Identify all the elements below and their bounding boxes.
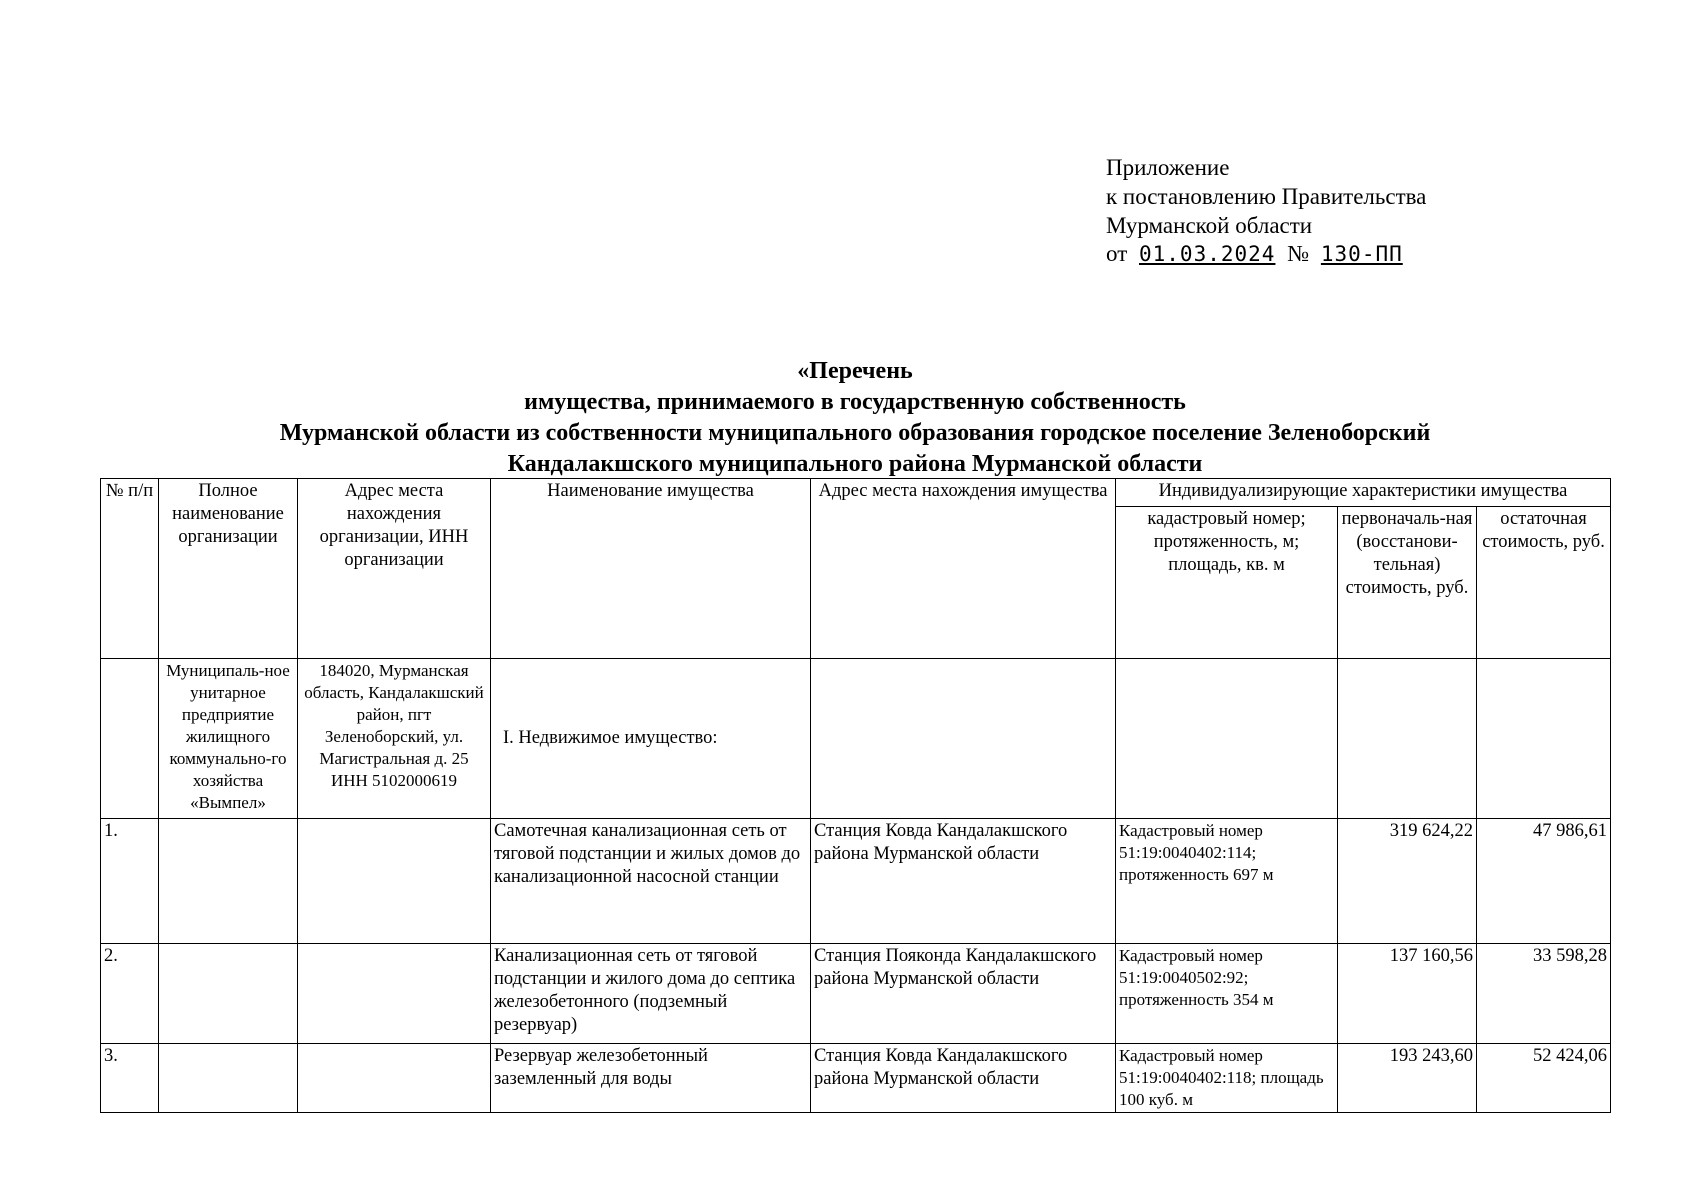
header-org-name: Полное наименование организации [159,479,298,659]
row-cadastral: Кадастровый номер 51:19:0040502:92; протяженность 354 м [1116,944,1338,1044]
row-property-address: Станция Пояконда Кандалакшского района Мурманской области [811,944,1116,1044]
header-row-1 [101,479,1611,507]
row-property-name: Канализационная сеть от тяговой подстанции и жилого дома до септика железобетонного (подземный резервуар) [491,944,811,1044]
appendix-line-3: Мурманской области [1106,212,1313,238]
number-sign: № [1287,241,1310,267]
header-residual-cost: остаточная стоимость, руб. [1477,507,1611,659]
header-initial-cost: первоначаль-ная (восстанови-тельная) стоимость, руб. [1338,507,1477,659]
row-property-name: Самотечная канализационная сеть от тяговой подстанции и жилых домов до канализационной насосной станции [491,819,811,944]
appendix-date-line [1106,240,1426,269]
row-residual-cost: 52 424,06 [1477,1044,1611,1113]
row-property-address: Станция Ковда Кандалакшского района Мурманской области [811,819,1116,944]
org-name-cell: Муниципаль-ное унитарное предприятие жилищного коммунально-го хозяйства «Вымпел» [159,659,298,819]
table-row [101,1044,1611,1113]
row-residual-cost: 33 598,28 [1477,944,1611,1044]
section-heading: I. Недвижимое имущество: [491,659,811,819]
row-property-address: Станция Ковда Кандалакшского района Мурманской области [811,1044,1116,1113]
row-num: 2. [101,944,159,1044]
property-table [100,478,1611,1113]
appendix-block [1106,154,1426,269]
org-row [101,659,1611,819]
decree-date: 01.03.2024 [1139,242,1276,267]
org-row-num [101,659,159,819]
header-characteristics: Индивидуализирующие характеристики имущества [1116,479,1611,507]
org-row-empty-2 [1116,659,1338,819]
org-address-cell: 184020, Мурманская область, Кандалакшский район, пгт Зеленоборский, ул. Магистральная д. 25 ИНН 5102000619 [298,659,491,819]
header-org-address: Адрес места нахождения организации, ИНН организации [298,479,491,659]
decree-number: 130-ПП [1320,242,1403,267]
from-prefix: от [1106,241,1128,267]
row-num: 1. [101,819,159,944]
row-initial-cost: 319 624,22 [1338,819,1477,944]
row-org-address-empty [298,944,491,1044]
header-property-name: Наименование имущества [491,479,811,659]
appendix-line-2: к постановлению Правительства [1106,183,1427,209]
table-row [101,819,1611,944]
row-org-empty [159,944,298,1044]
header-cadastral: кадастровый номер; протяженность, м; площадь, кв. м [1116,507,1338,659]
row-initial-cost: 193 243,60 [1338,1044,1477,1113]
row-num: 3. [101,1044,159,1113]
row-org-address-empty [298,1044,491,1113]
row-residual-cost: 47 986,61 [1477,819,1611,944]
title-line-3: Мурманской области из собственности муниципального образования городское поселение Зеленоборский [279,420,1431,446]
appendix-line-1: Приложение [1106,155,1230,180]
row-cadastral: Кадастровый номер 51:19:0040402:118; площадь 100 куб. м [1116,1044,1338,1113]
row-property-name: Резервуар железобетонный заземленный для воды [491,1044,811,1113]
org-row-empty-1 [811,659,1116,819]
row-org-address-empty [298,819,491,944]
row-org-empty [159,1044,298,1113]
title-line-4: Кандалакшского муниципального района Мурманской области [507,451,1203,477]
org-row-empty-4 [1477,659,1611,819]
title-line-2: имущества, принимаемого в государственную собственность [524,389,1186,415]
table-row [101,944,1611,1044]
header-property-address: Адрес места нахождения имущества [811,479,1116,659]
row-org-empty [159,819,298,944]
header-num: № п/п [101,479,159,659]
row-cadastral: Кадастровый номер 51:19:0040402:114; протяженность 697 м [1116,819,1338,944]
title-line-1: «Перечень [797,358,913,384]
row-initial-cost: 137 160,56 [1338,944,1477,1044]
org-row-empty-3 [1338,659,1477,819]
document-title [100,356,1610,480]
